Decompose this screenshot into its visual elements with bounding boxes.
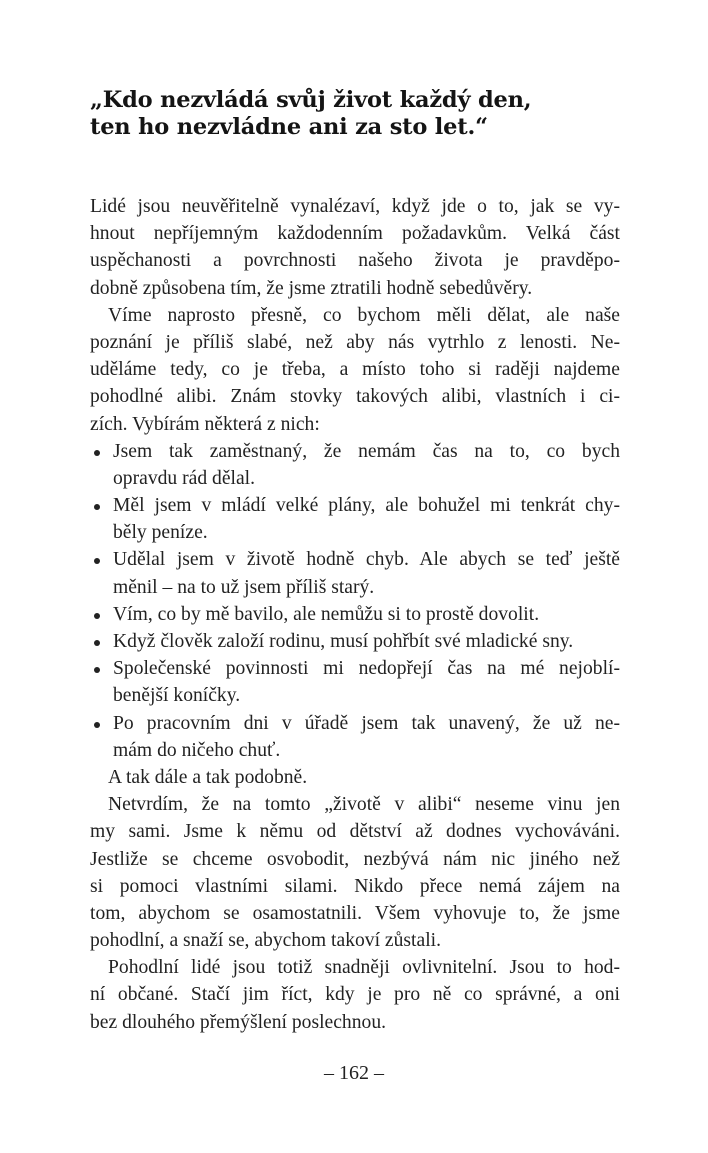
text-line: Jestliže se chceme osvobodit, nezbývá nám nic jiného než [90, 848, 620, 870]
text-line: pohodlné alibi. Znám stovky takových alibi, vlastních i ci- [90, 386, 620, 408]
bullet-icon [94, 613, 100, 619]
list-item-text: Měl jsem v mládí velké plány, ale bohužel mi tenkrát chy- [113, 495, 620, 517]
bullet-icon [94, 450, 100, 456]
title-line: „Kdo nezvládá svůj život každý den, [90, 87, 532, 113]
list-item-text: Společenské povinnosti mi nedopřejí čas na mé nejoblí- [113, 658, 620, 680]
text-line: Pohodlní lidé jsou totiž snadněji ovlivnitelní. Jsou to hod- [108, 957, 620, 979]
bullet-icon [94, 667, 100, 673]
list-item-text: opravdu rád dělal. [113, 467, 255, 489]
page-number: – 162 – [324, 1062, 384, 1084]
list-item-text: měnil – na to už jsem příliš starý. [113, 576, 375, 598]
chapter-quote-title [90, 87, 630, 141]
list-item [90, 438, 620, 492]
title-line: ten ho nezvládne ani za sto let.“ [90, 114, 488, 140]
list-item-text: běly peníze. [113, 522, 208, 544]
list-item-text: mám do ničeho chuť. [113, 739, 281, 761]
text-line: hnout nepříjemným každodenním požadavkům. Velká část [90, 223, 620, 245]
text-line: Lidé jsou neuvěřitelně vynalézaví, když jde o to, jak se vy- [90, 196, 620, 217]
paragraph [90, 302, 620, 438]
bullet-icon [94, 558, 100, 564]
text-line: dobně způsobena tím, že jsme ztratili hodně sebedůvěry. [90, 277, 533, 299]
alibi-list [90, 438, 620, 764]
bullet-icon [94, 504, 100, 510]
paragraph [90, 764, 620, 791]
list-item [90, 710, 620, 764]
list-item-text: Udělal jsem v životě hodně chyb. Ale abych se teď ještě [113, 549, 620, 571]
list-item-text: Když člověk založí rodinu, musí pohřbít své mladické sny. [113, 631, 574, 652]
text-line: ní občané. Stačí jim říct, kdy je pro ně co správné, a oni [90, 984, 620, 1006]
text-line: tom, abychom se osamostatnili. Všem vyhovuje to, že jsme [90, 902, 620, 924]
list-item [90, 628, 620, 655]
text-line: pohodlní, a snaží se, abychom takoví zůstali. [90, 930, 441, 952]
list-item [90, 546, 620, 600]
text-line: zích. Vybírám některá z nich: [90, 413, 320, 435]
list-item-text: Jsem tak zaměstnaný, že nemám čas na to, co bych [113, 440, 620, 462]
text-line: uspěchanosti a povrchnosti našeho života je pravděpo- [90, 250, 620, 272]
list-item [90, 655, 620, 709]
text-line: bez dlouhého přemýšlení poslechnou. [90, 1011, 387, 1033]
list-item [90, 492, 620, 546]
bullet-icon [94, 722, 100, 728]
text-line: si pomoci vlastními silami. Nikdo přece nemá zájem na [90, 875, 620, 897]
bullet-icon [94, 640, 100, 646]
list-item-text: benější koníčky. [113, 685, 241, 707]
text-line: poznání je příliš slabé, než aby nás vytrhlo z lenosti. Ne- [90, 331, 620, 353]
body-text [90, 193, 620, 1036]
text-line: uděláme tedy, co je třeba, a místo toho si raději najdeme [90, 359, 620, 381]
paragraph [90, 954, 620, 1036]
list-item-text: Vím, co by mě bavilo, ale nemůžu si to prostě dovolit. [113, 603, 540, 625]
text-line: Netvrdím, že na tomto „životě v alibi“ neseme vinu jen [108, 794, 620, 816]
text-line: A tak dále a tak podobně. [108, 766, 308, 788]
list-item-text: Po pracovním dni v úřadě jsem tak unavený, že už ne- [113, 712, 620, 734]
list-item [90, 601, 620, 628]
text-line: my sami. Jsme k němu od dětství až dodnes vychováváni. [90, 821, 620, 843]
paragraph [90, 791, 620, 954]
text-line: Víme naprosto přesně, co bychom měli dělat, ale naše [108, 304, 620, 326]
paragraph [90, 193, 620, 302]
